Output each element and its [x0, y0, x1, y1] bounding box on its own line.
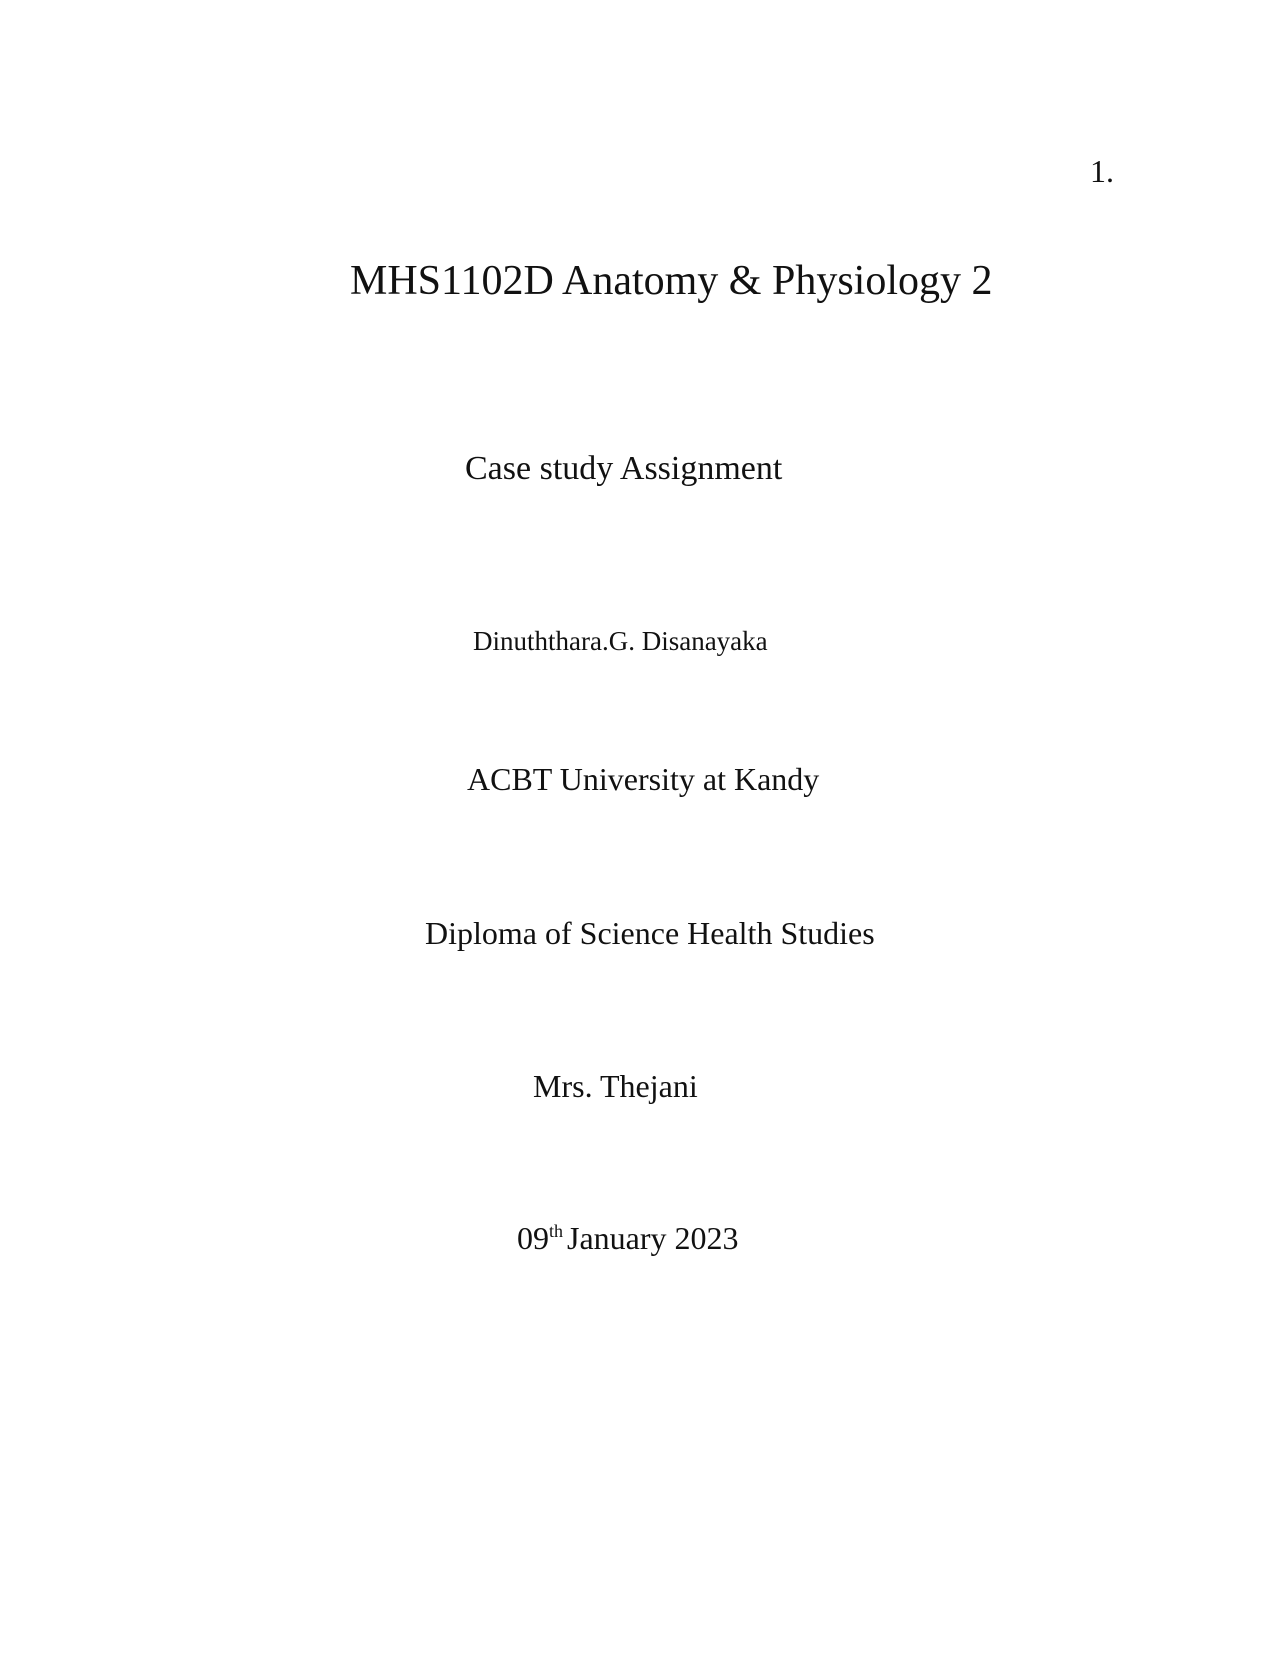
lecturer-name: Mrs. Thejani — [533, 1068, 698, 1104]
assignment-type: Case study Assignment — [465, 450, 783, 487]
date-day-suffix: th — [549, 1221, 564, 1241]
student-name: Dinuththara.G. Disanayaka — [473, 626, 768, 656]
date-day: 09 — [517, 1220, 549, 1256]
course-title: MHS1102D Anatomy & Physiology 2 — [350, 258, 993, 304]
date-month-year: January 2023 — [567, 1220, 739, 1256]
page-number: 1. — [1090, 153, 1114, 189]
submission-date — [517, 1222, 739, 1254]
program-name: Diploma of Science Health Studies — [425, 915, 875, 951]
university-name: ACBT University at Kandy — [467, 761, 820, 797]
